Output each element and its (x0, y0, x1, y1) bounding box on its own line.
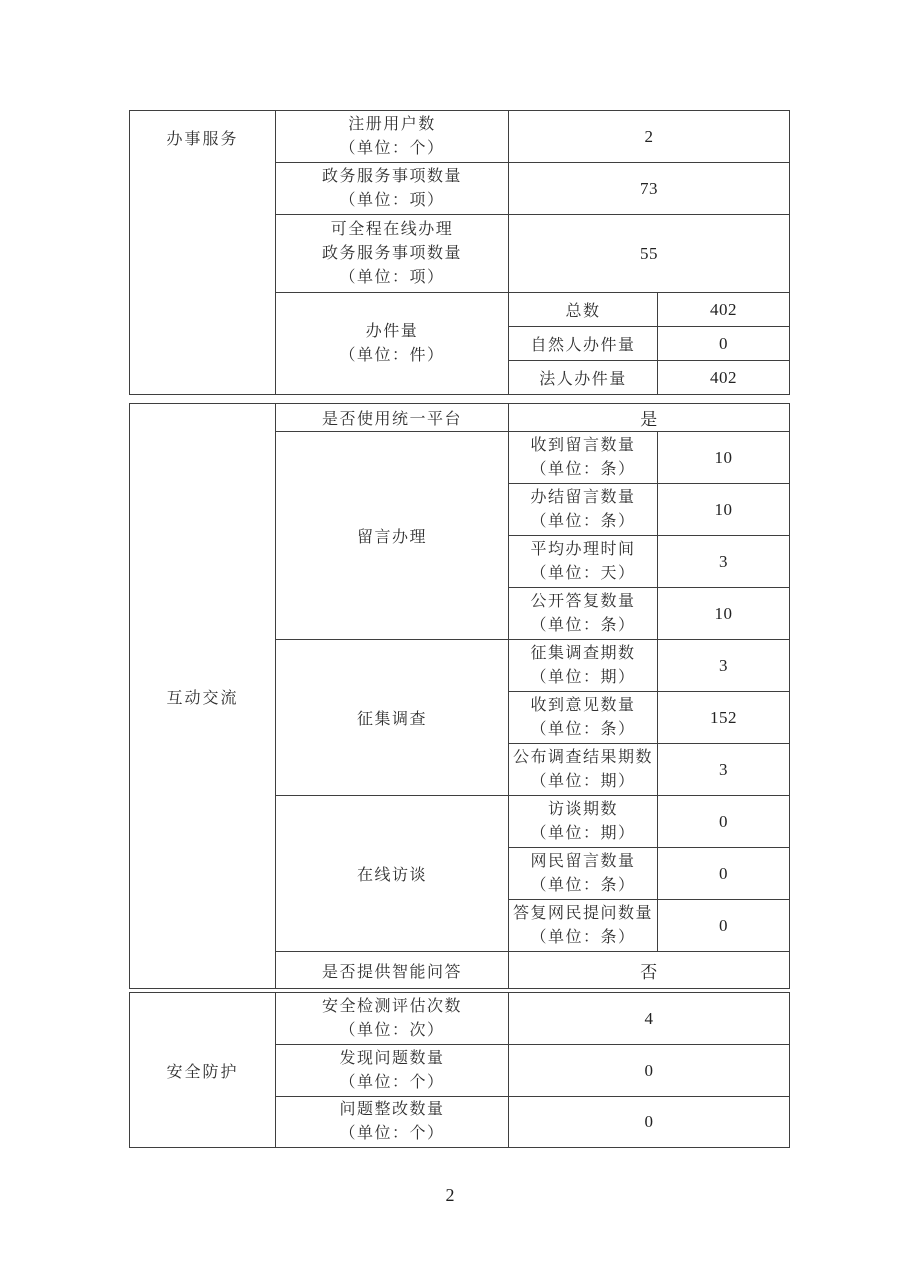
security-section-table (129, 992, 790, 1148)
metric-value: 0 (644, 1112, 654, 1131)
metric-value-cell (509, 404, 790, 432)
sub-metric-value: 0 (719, 333, 728, 353)
metric-value-cell (509, 952, 790, 989)
metric-label: 注册用户数 (348, 115, 436, 133)
sub-metric-unit: （单位：条） (530, 460, 636, 478)
metric-group-cell (276, 640, 509, 796)
sub-metric-unit: （单位：期） (530, 824, 636, 842)
metric-group-label: 留言办理 (356, 529, 427, 546)
page-number: 2 (445, 1185, 455, 1205)
sub-metric-value: 0 (719, 915, 728, 935)
metric-group-label: 征集调查 (356, 711, 427, 728)
metric-label: 问题整改数量 (339, 1101, 445, 1118)
sub-metric-value-cell (658, 796, 790, 848)
sub-metric-value-cell (658, 848, 790, 900)
sub-metric-label: 法人办件量 (539, 371, 627, 388)
metric-group-unit: （单位：件） (339, 346, 445, 364)
sub-metric-unit: （单位：条） (530, 512, 636, 530)
sub-metric-value: 10 (714, 447, 733, 467)
sub-metric-label-cell (509, 484, 658, 536)
category-cell-security (130, 993, 276, 1148)
sub-metric-value: 152 (710, 707, 737, 727)
sub-metric-unit: （单位：期） (530, 772, 636, 790)
metric-label-cell (276, 163, 509, 215)
sub-metric-value-cell (658, 361, 790, 395)
sub-metric-label: 公布调查结果期数 (512, 748, 653, 766)
metric-label: 是否使用统一平台 (321, 411, 462, 428)
sub-metric-value: 10 (714, 499, 733, 519)
metric-label-line2: 政务服务事项数量 (321, 244, 462, 262)
metric-label: 政务服务事项数量 (321, 167, 462, 185)
sub-metric-value: 10 (714, 603, 733, 623)
metric-unit: （单位：项） (339, 268, 445, 286)
metric-value: 55 (640, 243, 658, 263)
sub-metric-label-cell (509, 692, 658, 744)
sub-metric-value: 3 (719, 655, 728, 675)
sub-metric-value-cell (658, 588, 790, 640)
category-label: 互动交流 (166, 689, 239, 707)
metric-value: 是 (640, 410, 658, 429)
metric-value-cell (509, 111, 790, 163)
metric-unit: （单位：项） (339, 191, 445, 209)
metric-value: 0 (644, 1060, 654, 1080)
category-label: 安全防护 (166, 1063, 239, 1081)
sub-metric-value-cell (658, 744, 790, 796)
metric-value-cell (509, 1097, 790, 1148)
sub-metric-value: 0 (719, 863, 728, 883)
metric-label: 是否提供智能问答 (321, 963, 462, 981)
sub-metric-unit: （单位：条） (530, 876, 636, 894)
metric-unit: （单位：个） (339, 1073, 445, 1091)
sub-metric-label-cell (509, 361, 658, 395)
metric-value-cell (509, 163, 790, 215)
sub-metric-label: 访谈期数 (547, 800, 618, 818)
sub-metric-value: 402 (710, 367, 737, 387)
sub-metric-label-cell (509, 744, 658, 796)
sub-metric-unit: （单位：条） (530, 720, 636, 738)
metric-unit: （单位：次） (339, 1021, 445, 1039)
sub-metric-value-cell (658, 692, 790, 744)
sub-metric-value-cell (658, 293, 790, 327)
category-label: 办事服务 (166, 131, 239, 148)
category-cell-interaction (130, 404, 276, 989)
metric-value: 73 (640, 178, 658, 198)
metric-label-cell (276, 1097, 509, 1148)
sub-metric-value-cell (658, 536, 790, 588)
metric-group-label: 办件量 (365, 322, 419, 340)
sub-metric-label-cell (509, 848, 658, 900)
sub-metric-label-cell (509, 640, 658, 692)
sub-metric-label-cell (509, 293, 658, 327)
sub-metric-label: 公开答复数量 (530, 592, 636, 610)
metric-label-cell (276, 993, 509, 1045)
sub-metric-value-cell (658, 900, 790, 952)
sub-metric-label-cell (509, 900, 658, 952)
sub-metric-unit: （单位：天） (530, 564, 636, 582)
interaction-section-table (129, 403, 790, 989)
metric-label-cell (276, 952, 509, 989)
metric-group-cell (276, 293, 509, 395)
metric-label-cell (276, 111, 509, 163)
sub-metric-value: 0 (719, 811, 728, 831)
metric-value: 4 (644, 1008, 654, 1028)
sub-metric-label-cell (509, 796, 658, 848)
sub-metric-value-cell (658, 327, 790, 361)
sub-metric-label: 征集调查期数 (530, 644, 636, 662)
metric-label: 安全检测评估次数 (321, 997, 462, 1015)
metric-group-cell (276, 432, 509, 640)
metric-label-cell (276, 1045, 509, 1097)
sub-metric-label: 收到留言数量 (530, 436, 636, 454)
metric-label-line1: 可全程在线办理 (330, 220, 454, 238)
sub-metric-label-cell (509, 588, 658, 640)
sub-metric-value: 3 (719, 551, 728, 571)
sub-metric-label: 平均办理时间 (530, 540, 636, 558)
sub-metric-label: 自然人办件量 (530, 337, 636, 354)
metric-label-cell (276, 215, 509, 293)
sub-metric-unit: （单位：期） (530, 668, 636, 686)
metric-value-cell (509, 993, 790, 1045)
sub-metric-value-cell (658, 484, 790, 536)
sub-metric-unit: （单位：条） (530, 616, 636, 634)
metric-label-cell (276, 404, 509, 432)
sub-metric-label: 答复网民提问数量 (512, 904, 653, 922)
metric-value-cell (509, 215, 790, 293)
services-section-table (129, 110, 790, 395)
metric-group-label: 在线访谈 (356, 867, 427, 884)
sub-metric-unit: （单位：条） (530, 928, 636, 946)
sub-metric-label-cell (509, 432, 658, 484)
metric-unit: （单位：个） (339, 139, 445, 157)
sub-metric-label: 网民留言数量 (530, 852, 636, 870)
sub-metric-value-cell (658, 640, 790, 692)
metric-label: 发现问题数量 (339, 1049, 445, 1067)
sub-metric-label: 收到意见数量 (530, 696, 636, 714)
sub-metric-value: 402 (710, 299, 737, 319)
metric-value: 2 (644, 126, 654, 146)
metric-group-cell (276, 796, 509, 952)
sub-metric-label: 总数 (565, 303, 601, 320)
sub-metric-value: 3 (719, 759, 728, 779)
metric-unit: （单位：个） (339, 1125, 445, 1142)
metric-value-cell (509, 1045, 790, 1097)
sub-metric-value-cell (658, 432, 790, 484)
sub-metric-label-cell (509, 327, 658, 361)
sub-metric-label-cell (509, 536, 658, 588)
category-cell-services (130, 111, 276, 395)
metric-value: 否 (640, 962, 658, 982)
sub-metric-label: 办结留言数量 (530, 488, 636, 506)
